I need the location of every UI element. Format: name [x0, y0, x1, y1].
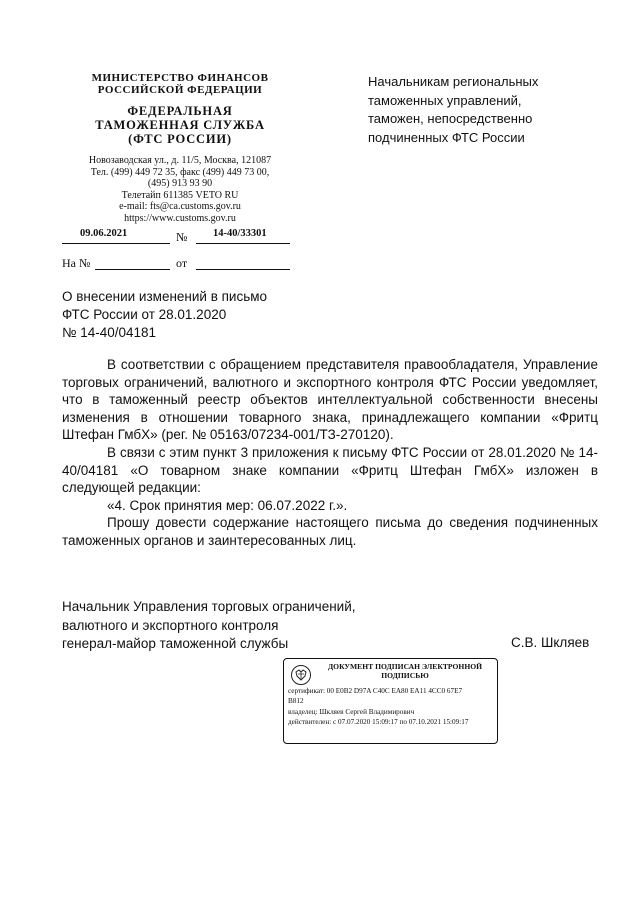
- email: e-mail: fts@ca.customs.gov.ru: [119, 201, 241, 212]
- signature-block: [62, 598, 392, 654]
- ministry-name-line1: МИНИСТЕРСТВО ФИНАНСОВ: [91, 72, 269, 84]
- registration-number: 14-40/33301: [213, 228, 267, 239]
- subject-line2: ФТС России от 28.01.2020: [62, 307, 227, 322]
- service-name-line2: ТАМОЖЕННАЯ СЛУЖБА: [95, 118, 265, 132]
- website: https://www.customs.gov.ru: [124, 212, 236, 224]
- ministry-name-line2: РОССИЙСКОЙ ФЕДЕРАЦИИ: [97, 84, 263, 96]
- letterhead: [55, 72, 305, 224]
- signer-position-line2: валютного и экспортного контроля: [62, 617, 279, 633]
- subject-line3: № 14-40/04181: [62, 325, 157, 340]
- registration-number-sign: №: [176, 230, 188, 244]
- phone-2: (495) 913 93 90: [147, 178, 213, 189]
- number-underline: [196, 243, 290, 244]
- stamp-owner: владелец: Шкляев Сергей Владимирович: [288, 707, 415, 716]
- body-paragraph-2: В связи с этим пункт 3 приложения к письму ФТС России от 28.01.2020 № 14-40/04181 «О товарном знаке компании «Фритц Штефан ГмбХ» изложен в следующей редакции:: [62, 444, 598, 496]
- subject: [62, 288, 322, 342]
- signer-position-line3: генерал-майор таможенной службы: [62, 636, 289, 651]
- registration-date: 09.06.2021: [80, 228, 128, 239]
- addressee-line3: таможен, непосредственно: [368, 111, 533, 126]
- addressee-line1: Начальникам региональных: [368, 74, 539, 89]
- service-name-line1: ФЕДЕРАЛЬНАЯ: [127, 104, 233, 118]
- emblem-icon: [290, 664, 312, 686]
- body-paragraph-3: «4. Срок принятия мер: 06.07.2022 г.».: [107, 497, 348, 513]
- letterhead-contacts: [55, 155, 305, 224]
- phone: Тел. (499) 449 72 35, факс (499) 449 73 00,: [90, 166, 270, 178]
- signer-position-line1: Начальник Управления торговых ограничений,: [62, 599, 356, 614]
- addressee-line2: таможенных управлений,: [368, 92, 522, 108]
- addressee-line4: подчиненных ФТС России: [368, 129, 525, 145]
- stamp-valid: действителен: с 07.07.2020 15:09:17 по 07.10.2021 15:09:17: [288, 718, 469, 727]
- teletype: Телетайп 611385 VETO RU: [121, 189, 239, 201]
- subject-line1: О внесении изменений в письмо: [62, 289, 268, 304]
- stamp-details: [288, 686, 494, 728]
- stamp-title-line2: ПОДПИСЬЮ: [381, 671, 429, 680]
- stamp-certificate: сертификат: 00 E0B2 D97A C40C EA80 EA11 4CC0 67E7: [288, 687, 463, 695]
- stamp-certificate-2: B812: [288, 697, 304, 706]
- reference-prefix: На №: [62, 256, 91, 270]
- letter-body: [62, 356, 598, 550]
- stamp-title-line1: ДОКУМЕНТ ПОДПИСАН ЭЛЕКТРОННОЙ: [327, 662, 483, 671]
- address: Новозаводская ул., д. 11/5, Москва, 121087: [88, 155, 272, 166]
- addressee: [368, 73, 618, 147]
- body-paragraph-4: Прошу довести содержание настоящего письма до сведения подчиненных таможенных органов и заинтересованных лиц.: [62, 515, 598, 548]
- body-paragraph-1: В соответствии с обращением представителя правообладателя, Управление торговых ограничений, валютного и экспортного контроля ФТС России уведомляет, что в таможенный реестр объектов интеллектуальной собственности внесены изменения в отношении товарного знака, принадлежащего компании «Фритц Штефан ГмбХ» (рег. № 05163/07234-001/ТЗ-270120).: [62, 357, 598, 443]
- stamp-title: [316, 662, 494, 680]
- signer-name: С.В. Шкляев: [511, 635, 590, 650]
- reference-number-underline: [95, 269, 170, 270]
- e-signature-stamp: [283, 658, 498, 744]
- reference-from: от: [176, 256, 188, 270]
- service-name-line3: (ФТС РОССИИ): [128, 132, 232, 146]
- reference-date-underline: [196, 269, 290, 270]
- date-underline: [62, 243, 170, 244]
